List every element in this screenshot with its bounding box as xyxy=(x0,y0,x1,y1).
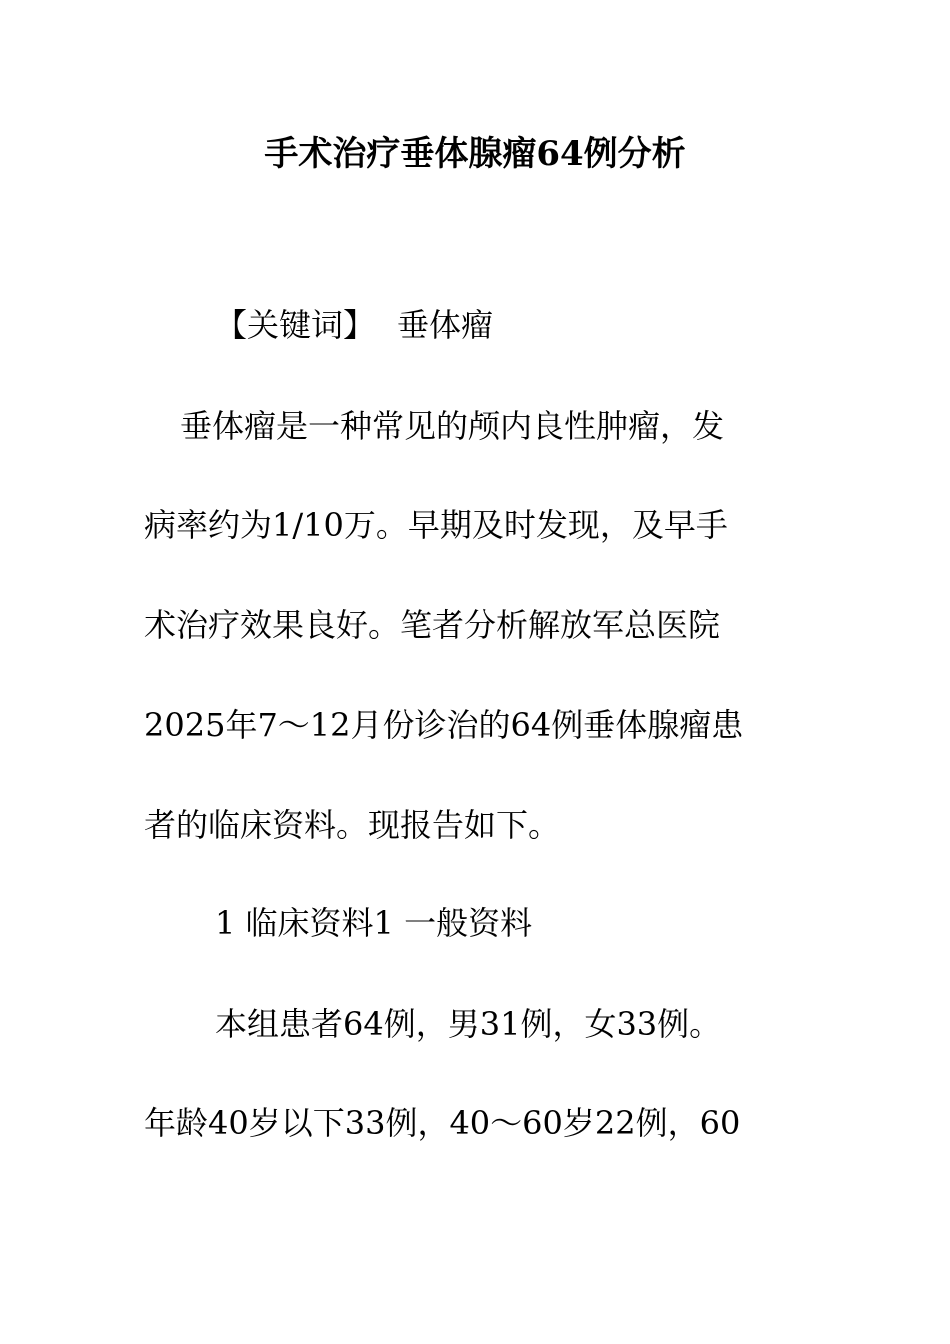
paragraph-line: 病率约为1/10万。早期及时发现，及早手 xyxy=(144,506,728,544)
document-title: 手术治疗垂体腺瘤64例分析 xyxy=(264,134,686,174)
paragraph-line: 年龄40岁以下33例，40～60岁22例，60 xyxy=(144,1104,741,1142)
paragraph-line: 2025年7～12月份诊治的64例垂体腺瘤患 xyxy=(144,706,744,744)
keywords-line xyxy=(215,300,895,350)
paragraph-line: 本组患者64例，男31例，女33例。 xyxy=(215,1005,722,1043)
paragraph-line: 者的临床资料。现报告如下。 xyxy=(144,806,561,844)
paragraph-line: 垂体瘤是一种常见的颅内良性肿瘤，发 xyxy=(180,407,725,445)
keywords-value: 垂体瘤 xyxy=(397,306,494,344)
keywords-label: 【关键词】 xyxy=(215,306,376,344)
paragraph-line: 术治疗效果良好。笔者分析解放军总医院 xyxy=(144,606,721,644)
section-heading: 1 临床资料1 一般资料 xyxy=(215,904,533,942)
